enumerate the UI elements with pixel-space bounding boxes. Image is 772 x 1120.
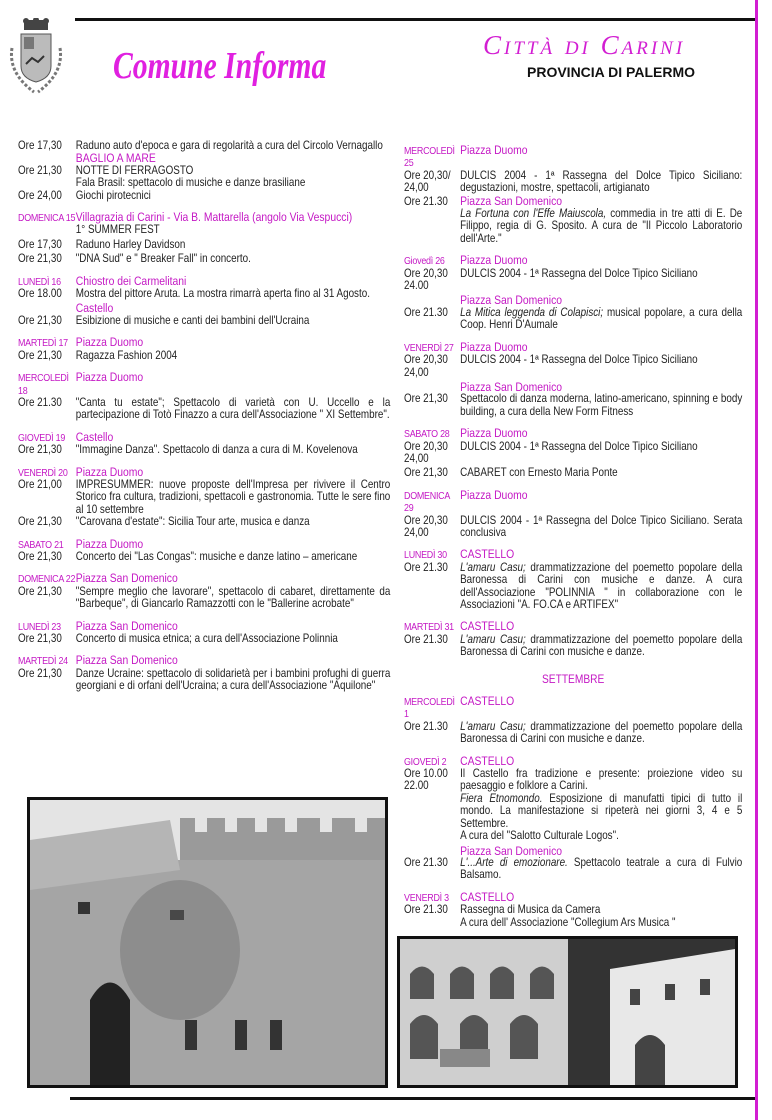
day-label: DOMENICA 29: [404, 489, 450, 515]
event-time: Ore 21,30: [404, 392, 448, 406]
event-description: [460, 515, 742, 540]
page-title: Comune Informa: [113, 45, 327, 87]
event-row: [18, 633, 390, 645]
event-description: [76, 315, 391, 327]
event-row: [18, 479, 390, 516]
venue-name: CASTELLO: [460, 889, 515, 904]
event-row: [18, 190, 390, 202]
event-text: "Canta tu estate"; Spettacolo di varietà con U. Uccello e la partecipazione di Totò Finazzo a cura dell'Associazione " XI Settembre".: [75, 395, 391, 422]
event-time: [18, 302, 76, 314]
event-text: Raduno Harley Davidson: [75, 237, 186, 251]
venue-name: CASTELLO: [460, 547, 515, 562]
event-time: [404, 294, 460, 306]
event-time: [18, 152, 76, 164]
event-description: [76, 586, 391, 611]
event-description: [76, 350, 391, 362]
day-label: LUNEDÌ 30: [404, 549, 447, 562]
event-description: [76, 239, 391, 251]
event-day: [404, 427, 742, 480]
venue-name: Chiostro dei Carmelitani: [75, 273, 187, 288]
event-time: Ore 18.00: [18, 287, 62, 301]
bottom-rule: [70, 1097, 758, 1100]
event-description: [460, 904, 742, 929]
event-row: [404, 721, 742, 746]
event-description: [460, 268, 742, 293]
event-text: Raduno auto d'epoca e gara di regolarità a cura del Circolo Vernagallo: [75, 139, 383, 152]
venue-header: [404, 548, 742, 561]
event-time: Ore 21,30: [404, 466, 448, 480]
event-text: Il Castello fra tradizione e presente: proiezione video su paesaggio e folklore a Carini.: [460, 767, 743, 793]
venue-header: [404, 620, 742, 633]
venue-name: Piazza San Domenico: [75, 618, 178, 633]
event-text: Concerto dei "Las Congas": musiche e danze latino – americane: [75, 549, 358, 563]
day-label: LUNEDÌ 23: [18, 620, 61, 633]
event-row: [404, 562, 742, 612]
event-description: [460, 354, 742, 379]
event-description: [76, 253, 391, 265]
event-row: [18, 516, 390, 528]
event-day: [404, 695, 742, 746]
event-row: [404, 793, 742, 843]
venue-name: Piazza Duomo: [75, 464, 144, 479]
day-label: MERCOLEDÌ 18: [18, 372, 69, 397]
venue-name: Piazza Duomo: [460, 143, 528, 157]
event-description: [460, 793, 742, 843]
event-title: L'...Arte di emozionare.: [460, 855, 568, 869]
venue-name: Piazza San Domenico: [75, 571, 178, 586]
event-text: DULCIS 2004 - 1ª Rassegna del Dolce Tipico Siciliano. Serata conclusiva: [460, 513, 743, 539]
event-time: Ore 21.30: [404, 855, 448, 869]
event-time: Ore 21,30: [18, 666, 62, 680]
event-time: Ore 21,30: [18, 515, 62, 529]
venue-name: Piazza San Domenico: [460, 379, 563, 394]
event-time: Ore 21,30: [18, 348, 62, 362]
event-day: [404, 891, 742, 929]
venue-header: [18, 431, 390, 444]
event-text: IMPRESUMMER: nuove proposte dell'Impresa per rivivere il Centro Storico fra cultura, tradizioni, spettacoli e gastronomia. Tutte le sere fino al 10 settembre: [75, 477, 391, 516]
event-text: drammatizzazione del poemetto popolare della Baronessa di Carini con musiche e danze. A cura dell'Associazione "POLINNIA " in collaborazione con le Associazioni "A. FO.CA e ARTIFEX": [460, 560, 743, 611]
day-label: GIOVEDÌ 2: [404, 755, 447, 768]
day-label: GIOVEDÌ 19: [18, 431, 66, 444]
event-day: [18, 275, 390, 328]
event-title: L'amaru Casu;: [460, 719, 526, 733]
event-time: Ore 17,30: [18, 139, 62, 152]
venue-name: Piazza Duomo: [460, 487, 528, 502]
event-text: Danze Ucraine: spettacolo di solidarietà per i bambini profughi di guerra georgiani e di orfani dell'Ucraina; a cura dell'Associazione "Aquilone": [75, 666, 391, 693]
top-rule: [75, 18, 758, 21]
event-row: [404, 634, 742, 659]
event-text: 1° SUMMER FEST: [75, 223, 160, 237]
event-text: DULCIS 2004 - 1ª Rassegna del Dolce Tipico Siciliano: [460, 353, 698, 367]
event-time: Ore 20,30 24,00: [404, 513, 448, 539]
event-title: L'amaru Casu;: [460, 560, 526, 574]
event-description: [76, 516, 391, 528]
day-label: MARTEDÌ 31: [404, 621, 454, 634]
event-time: Ore 21.30: [404, 194, 448, 208]
venue-name: Piazza Duomo: [460, 426, 528, 441]
venue-name: Piazza San Domenico: [460, 293, 563, 308]
event-description: [460, 562, 742, 612]
day-label: SABATO 28: [404, 428, 450, 441]
event-description: [460, 170, 742, 195]
event-time: Ore 20,30 24.00: [404, 266, 448, 293]
event-time: Ore 21,30: [18, 252, 62, 266]
venue-name: Piazza Duomo: [75, 370, 144, 385]
event-row: [18, 668, 390, 693]
event-text: CABARET con Ernesto Maria Ponte: [460, 466, 618, 480]
event-row: [404, 515, 742, 540]
events-column-left: [18, 140, 390, 702]
day-label: Giovedì 26: [404, 255, 445, 268]
event-day: [404, 341, 742, 418]
event-row: [404, 904, 742, 929]
venue-header: [404, 254, 742, 267]
events-column-right: [404, 144, 742, 938]
coat-of-arms-icon: [4, 18, 68, 98]
venue-header: [18, 538, 390, 551]
event-description: [76, 633, 391, 645]
event-time: Ore 20,30 24,00: [404, 353, 448, 379]
event-text: Ragazza Fashion 2004: [75, 348, 178, 362]
event-description: [76, 444, 391, 456]
venue-name: Piazza Duomo: [75, 335, 144, 350]
day-label: MARTEDÌ 24: [18, 655, 68, 668]
event-description: [460, 208, 742, 245]
event-day: [404, 144, 742, 245]
event-time: [404, 793, 460, 843]
venue-name: Castello: [75, 301, 114, 316]
event-row: [18, 288, 390, 300]
venue-name: CASTELLO: [460, 619, 515, 634]
event-day: [18, 538, 390, 564]
venue-name: Piazza Duomo: [460, 339, 528, 354]
event-text: Esibizione di musiche e canti dei bambini dell'Ucraina: [75, 313, 310, 327]
event-text: Giochi pirotecnici: [75, 188, 151, 202]
day-label: SABATO 21: [18, 538, 64, 551]
event-description: [460, 857, 742, 882]
event-day: [18, 466, 390, 529]
venue-name: Castello: [75, 429, 114, 444]
venue-header: [18, 654, 390, 667]
venue-header: [18, 211, 390, 224]
event-row: [18, 444, 390, 456]
event-row: [404, 170, 742, 195]
side-rule: [755, 0, 758, 1120]
day-label: MERCOLEDÌ 25: [404, 145, 455, 170]
event-text: musical popolare, a cura della Coop. Henri D'Aumale: [460, 305, 743, 332]
event-row: [18, 315, 390, 327]
event-description: [76, 551, 391, 563]
event-description: [460, 307, 742, 332]
event-text: commedia in tre atti di E. De Filippo, regia di G. Sposito. A cura de "Il Piccolo Laboratorio dell'Arte.": [460, 207, 743, 245]
province-name: PROVINCIA DI PALERMO: [527, 64, 696, 80]
venue-header: [404, 144, 742, 170]
event-row: [404, 268, 742, 293]
event-row: [404, 354, 742, 379]
event-row: [18, 239, 390, 251]
venue-name: CASTELLO: [460, 753, 515, 768]
venue-name: BAGLIO A MARE: [75, 151, 156, 166]
venue-name: Piazza Duomo: [75, 536, 144, 551]
event-text: NOTTE DI FERRAGOSTO Fala Brasil: spettacolo di musiche e danze brasiliane: [75, 163, 306, 190]
venue-header: [404, 755, 742, 768]
venue-name: Piazza San Domenico: [75, 653, 178, 668]
event-time: Ore 21,30: [18, 549, 62, 563]
event-day: [18, 620, 390, 646]
event-text: DULCIS 2004 - 1ª Rassegna del Dolce Tipico Siciliano: [460, 439, 698, 453]
event-description: [460, 467, 742, 479]
event-time: Ore 21,30: [18, 163, 62, 177]
event-time: [18, 224, 76, 236]
cloister-photo: [397, 936, 738, 1088]
venue-header: [18, 371, 390, 397]
event-text: Mostra del pittore Aruta. La mostra rimarrà aperta fino al 31 Agosto.: [75, 287, 370, 301]
event-text: Concerto di musica etnica; a cura dell'Associazione Polinnia: [75, 632, 338, 645]
event-description: [460, 768, 742, 793]
event-row: [18, 586, 390, 611]
event-description: [76, 165, 391, 190]
event-time: Ore 21,30: [18, 443, 62, 457]
event-row: [404, 208, 742, 245]
venue-header: [18, 620, 390, 633]
event-text: drammatizzazione del poemetto popolare della Baronessa di Carini con musiche e danze.: [460, 719, 743, 746]
venue-name: Piazza San Domenico: [460, 193, 563, 208]
event-description: [76, 668, 391, 693]
event-time: Ore 21,30: [18, 632, 62, 645]
event-text: drammatizzazione del poemetto popolare della Baronessa di Carini con musiche e danze.: [460, 632, 743, 659]
day-label: VENERDÌ 20: [18, 466, 68, 479]
castle-photo: [27, 797, 388, 1088]
event-day: [18, 431, 390, 457]
event-text: Spettacolo di danza moderna, latino-americano, spinning e body building, a cura della New Form Fitness: [460, 392, 743, 418]
event-day: [18, 572, 390, 610]
venue-header: [404, 341, 742, 354]
event-row: [404, 441, 742, 466]
venue-header: [18, 572, 390, 585]
event-row: [18, 140, 390, 152]
event-title: La Mitica leggenda di Colapisci;: [460, 305, 604, 319]
event-time: Ore 21,30: [18, 313, 62, 327]
event-text: "Carovana d'estate": Sicilia Tour arte, musica e danza: [75, 515, 310, 529]
event-description: [460, 441, 742, 466]
event-day: [404, 620, 742, 658]
event-row: [404, 393, 742, 418]
venue-name: Piazza San Domenico: [460, 843, 563, 858]
event-text: Rassegna di Musica da Camera A cura dell' Associazione "Collegium Ars Musica ": [460, 903, 676, 929]
event-day: [404, 548, 742, 611]
event-day: [18, 211, 390, 266]
event-time: Ore 21.30: [18, 395, 62, 409]
event-description: [460, 634, 742, 659]
event-day: [404, 755, 742, 882]
event-time: Ore 21.30: [404, 719, 448, 733]
event-description: [76, 190, 391, 202]
event-time: Ore 21.30: [404, 305, 448, 319]
event-day: [18, 140, 390, 202]
event-row: [18, 397, 390, 422]
event-time: Ore 21.30: [404, 632, 448, 646]
event-title: La Fortuna con l'Effe Maiuscola,: [460, 207, 607, 221]
event-row: [404, 768, 742, 793]
event-row: [404, 307, 742, 332]
event-day: [18, 371, 390, 422]
venue-header: [404, 891, 742, 904]
event-row: [18, 551, 390, 563]
venue-header: [404, 427, 742, 440]
event-text: DULCIS 2004 - 1ª Rassegna del Dolce Tipico Siciliano: [460, 266, 698, 280]
event-row: [18, 165, 390, 190]
event-time: Ore 21.30: [404, 903, 448, 917]
event-description: [460, 721, 742, 746]
event-row: [18, 350, 390, 362]
section-heading: SETTEMBRE: [541, 671, 605, 686]
day-label: VENERDÌ 3: [404, 891, 449, 904]
event-text: "DNA Sud" e " Breaker Fall" in concerto.: [75, 252, 251, 266]
venue-header: [404, 695, 742, 721]
event-description: [76, 288, 391, 300]
event-day: [404, 254, 742, 331]
event-day: [18, 336, 390, 362]
venue-header: [18, 275, 390, 288]
event-time: Ore 20,30 24,00: [404, 439, 448, 465]
event-description: [76, 224, 391, 236]
day-label: MARTEDÌ 17: [18, 337, 68, 350]
event-text: Spettacolo teatrale a cura di Fulvio Balsamo.: [460, 855, 743, 882]
event-day: [18, 654, 390, 692]
venue-header: [404, 195, 742, 208]
event-time: Ore 21,00: [18, 477, 62, 491]
venue-name: Piazza Duomo: [460, 253, 528, 268]
day-label: VENERDÌ 27: [404, 341, 454, 354]
event-row: [18, 253, 390, 265]
day-label: MERCOLEDÌ 1: [404, 696, 455, 721]
venue-header: [18, 466, 390, 479]
event-text: "Immagine Danza". Spettacolo di danza a cura di M. Kovelenova: [75, 443, 358, 457]
day-label: DOMENICA 15: [18, 212, 76, 225]
event-row: [18, 224, 390, 236]
event-time: Ore 24,00: [18, 188, 62, 202]
event-description: [76, 397, 391, 422]
city-name: Città di Carini: [483, 30, 686, 60]
event-title: L'amaru Casu;: [460, 632, 526, 646]
venue-name: Villagrazia di Carini - Via B. Mattarella (angolo Via Vespucci): [75, 210, 353, 225]
event-text: Esposizione di manufatti tipici di tutto il mondo. La manifestazione si ripeterà nei giorni 3, 4 e 5 Settembre. A cura del "Salotto Culturale Logos".: [460, 791, 743, 843]
event-title: Fiera Etnomondo.: [460, 791, 543, 805]
event-description: [460, 393, 742, 418]
event-row: [404, 857, 742, 882]
event-text: "Sempre meglio che lavorare", spettacolo di cabaret, direttamente da "Barbeque", di Giancarlo Ramazzotti con le "Ballerine acrobate": [75, 584, 391, 611]
day-label: DOMENICA 22: [18, 573, 76, 586]
event-description: [76, 479, 391, 516]
event-time: Ore 21.30: [404, 560, 448, 574]
event-day: [404, 489, 742, 540]
event-text: DULCIS 2004 - 1ª Rassegna del Dolce Tipico Siciliano: degustazioni, mostre, spettacoli, artigianato: [460, 168, 743, 195]
event-row: [404, 467, 742, 479]
event-time: [404, 208, 460, 245]
day-label: LUNEDÌ 16: [18, 275, 61, 288]
event-time: Ore 20,30/ 24,00: [404, 168, 451, 195]
event-time: Ore 21,30: [18, 584, 62, 598]
venue-header: [18, 336, 390, 349]
venue-header: [18, 152, 390, 164]
event-time: Ore 17,30: [18, 237, 62, 251]
event-time: Ore 10.00 22.00: [404, 767, 448, 793]
venue-header: [404, 489, 742, 515]
venue-name: CASTELLO: [460, 694, 515, 709]
